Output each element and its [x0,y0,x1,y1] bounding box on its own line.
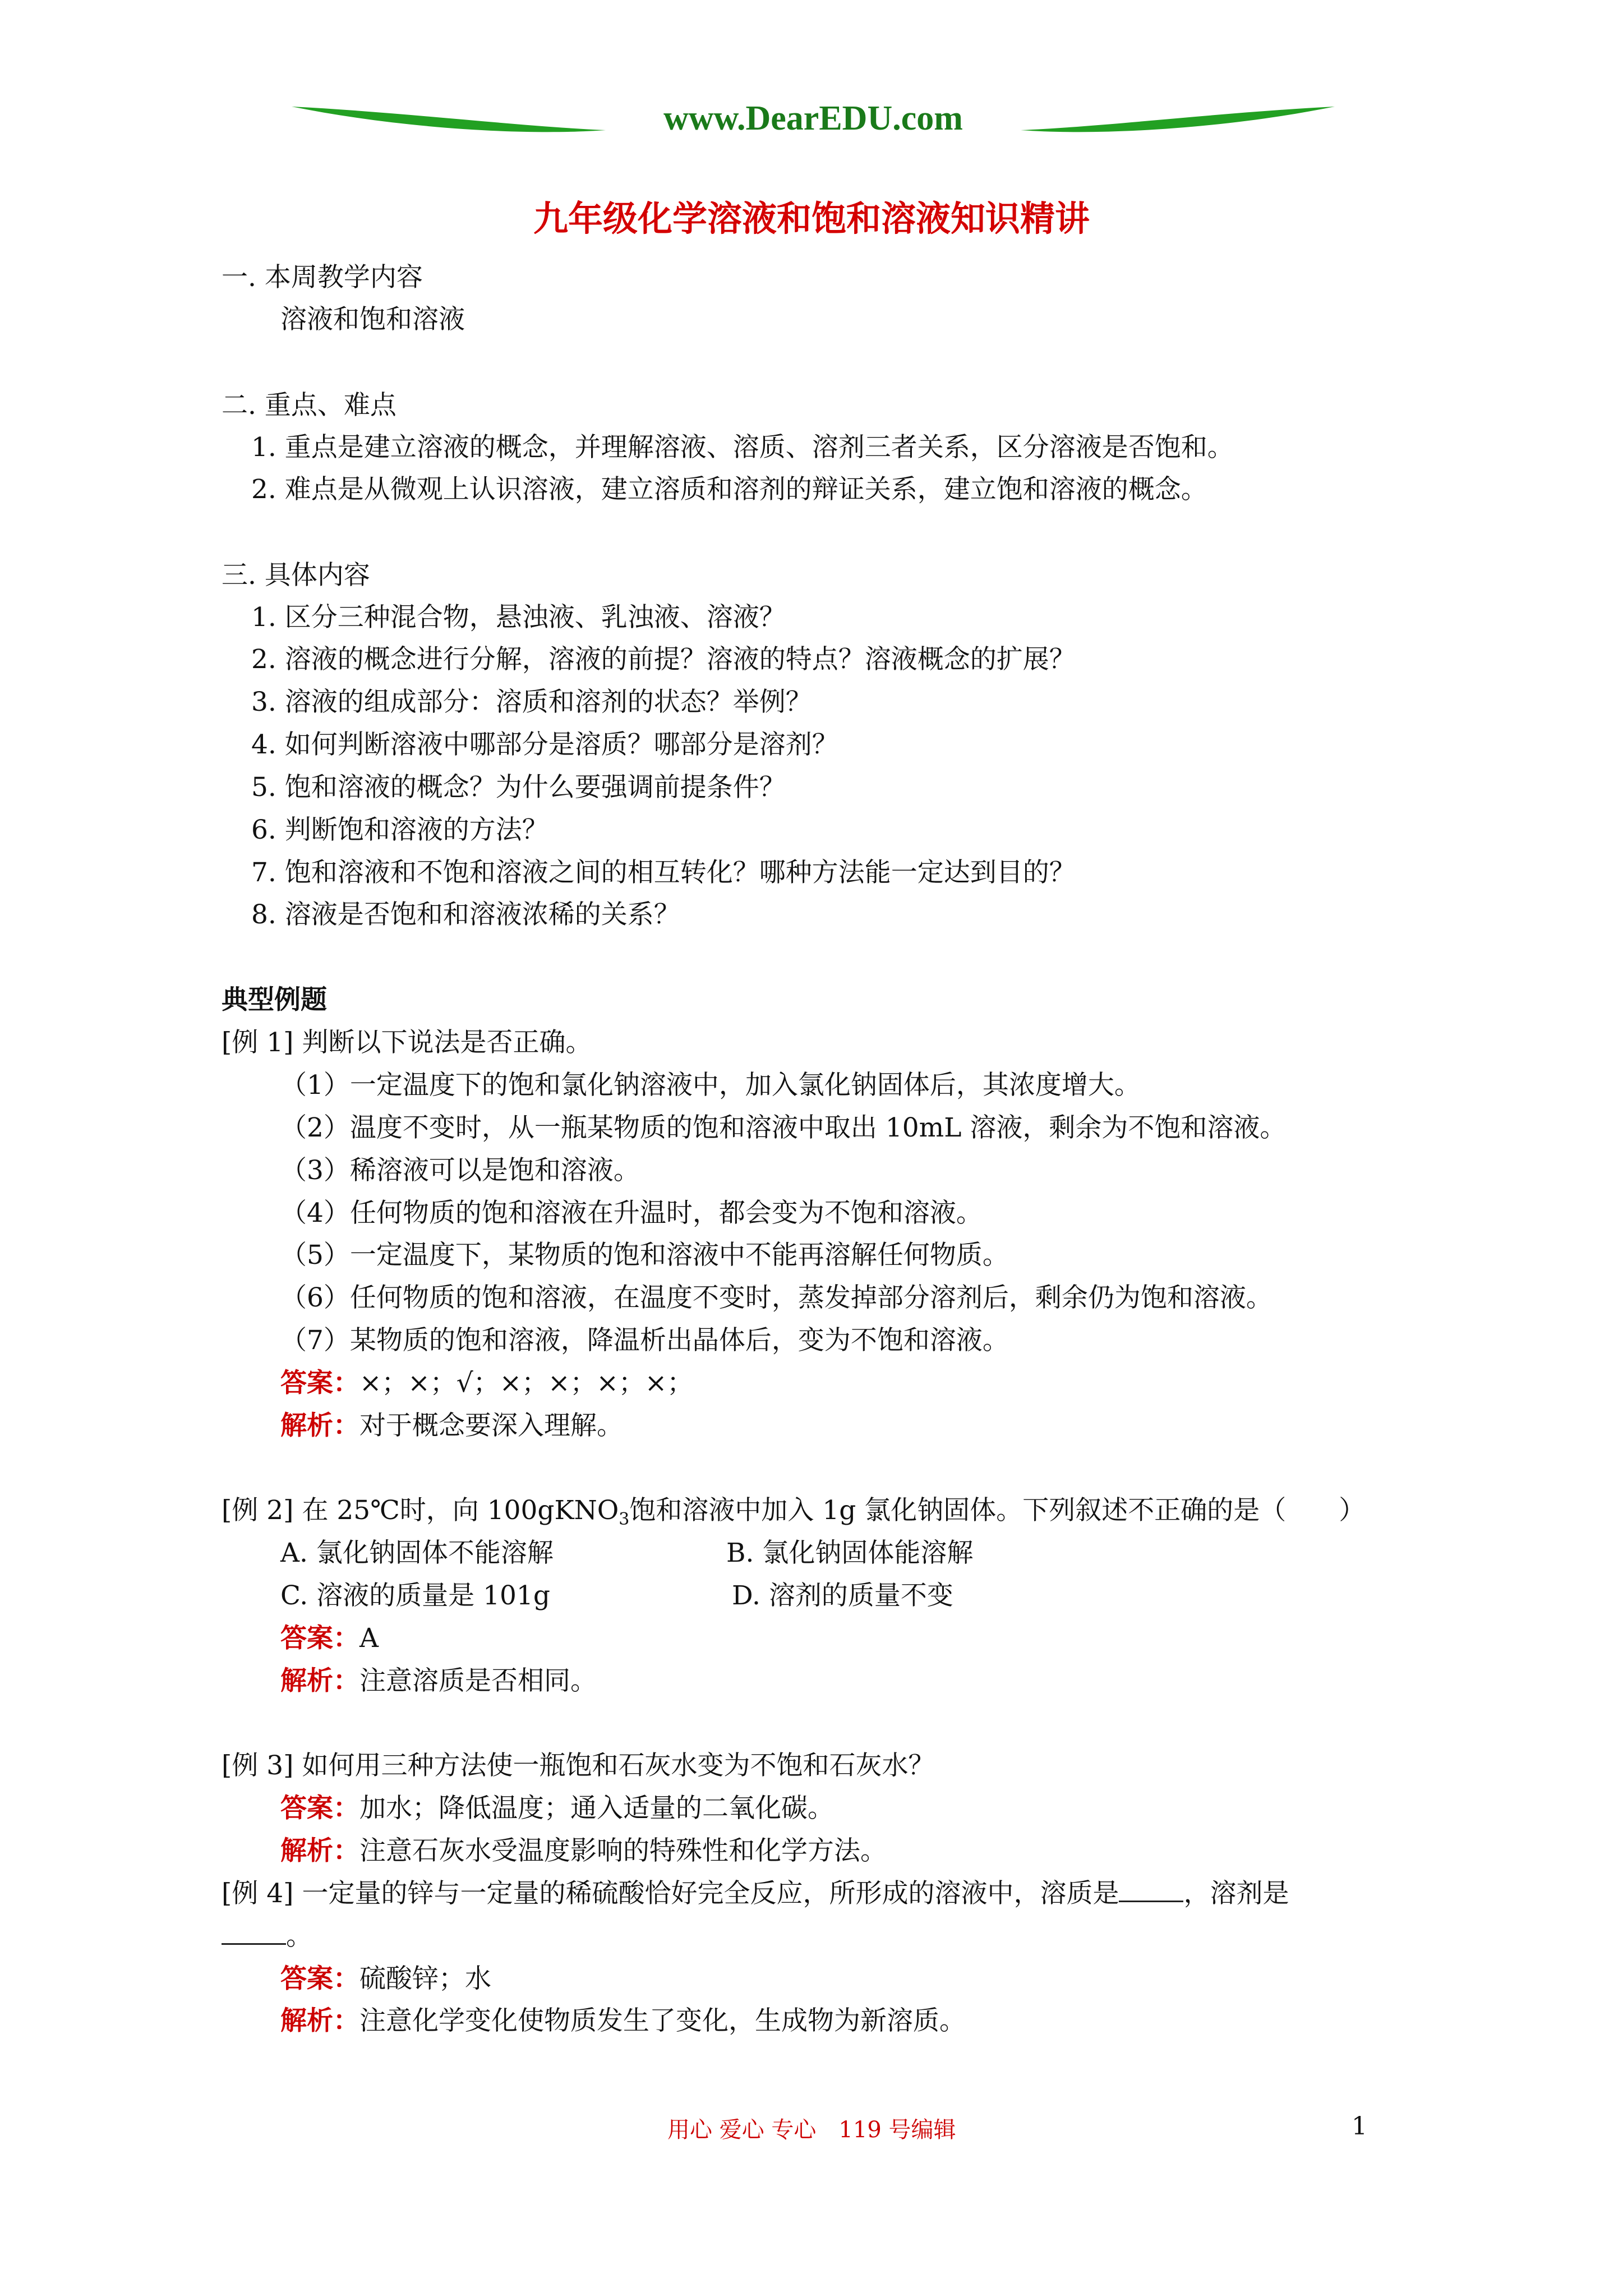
example3-analysis: 注意石灰水受温度影响的特殊性和化学方法。 [359,1835,887,1866]
example2-analysis-row [280,1664,597,1698]
left-swoosh [292,107,606,132]
section3-item: 8. 溶液是否饱和和溶液浓稀的关系？ [251,899,680,930]
example4-question-part: ，溶剂是 [1183,1878,1289,1909]
example1-statement: （4）任何物质的饱和溶液在升温时，都会变为不饱和溶液。 [280,1198,983,1228]
example2-answer: A [359,1623,379,1654]
example1-statement: （6）任何物质的饱和溶液，在温度不变时，蒸发掉部分溶剂后，剩余仍为饱和溶液。 [280,1282,1272,1313]
answer-blank [1119,1878,1183,1902]
example4-analysis: 注意化学变化使物质发生了变化，生成物为新溶质。 [359,2005,966,2036]
example1-statement: （2）温度不变时，从一瓶某物质的饱和溶液中取出 10mL 溶液，剩余为不饱和溶液。 [280,1112,1287,1143]
example1-answer: ×；×；√；×；×；×；×； [359,1368,694,1398]
page-number: 1 [1352,2112,1367,2141]
example2-option-b: B. 氯化钠固体能溶解 [726,1538,974,1568]
analysis-label: 解析： [280,1665,359,1696]
section3-item: 1. 区分三种混合物，悬浊液、乳浊液、溶液？ [251,602,786,633]
example2-answer-row [280,1622,379,1655]
right-swoosh [1021,107,1335,132]
example1-statement: （7）某物质的饱和溶液，降温析出晶体后，变为不饱和溶液。 [280,1325,1009,1356]
example3-question: [例 3] 如何用三种方法使一瓶饱和石灰水变为不饱和石灰水？ [222,1750,935,1781]
example2-option-c: C. 溶液的质量是 101g [280,1580,550,1611]
analysis-label: 解析： [280,1835,359,1866]
example2-analysis: 注意溶质是否相同。 [359,1665,597,1696]
answer-blank [222,1921,286,1945]
site-logo: www.DearEDU.com [663,99,963,137]
example1-analysis-row [280,1409,623,1443]
answer-label: 答案： [280,1623,359,1654]
example4-answer: 硫酸锌；水 [359,1963,491,1994]
example3-answer-row [280,1792,834,1825]
example1-statement: （5）一定温度下，某物质的饱和溶液中不能再溶解任何物质。 [280,1240,1009,1271]
example2-question-part: 饱和溶液中加入 1g 氯化钠固体。下列叙述不正确的是（ ） [629,1495,1366,1526]
section2-item: 1. 重点是建立溶液的概念，并理解溶液、溶质、溶剂三者关系，区分溶液是否饱和。 [251,432,1234,463]
examples-heading: 典型例题 [222,984,327,1015]
example1-analysis: 对于概念要深入理解。 [359,1410,623,1441]
example4-question-cont [222,1920,312,1953]
example2-question [222,1494,1365,1536]
example2-option-d: D. 溶剂的质量不变 [732,1580,953,1611]
answer-label: 答案： [280,1963,359,1994]
section3-heading: 三. 具体内容 [222,560,370,591]
analysis-label: 解析： [280,2005,359,2036]
example4-question [222,1877,1289,1911]
example2-option-a: A. 氯化钠固体不能溶解 [280,1538,554,1568]
subscript: 3 [619,1510,630,1529]
example3-answer: 加水；降低温度；通入适量的二氧化碳。 [359,1793,834,1824]
example3-analysis-row [280,1834,887,1868]
section3-item: 5. 饱和溶液的概念？为什么要强调前提条件？ [251,772,786,803]
section3-item: 4. 如何判断溶液中哪部分是溶质？哪部分是溶剂？ [251,729,838,760]
answer-label: 答案： [280,1368,359,1398]
section2-heading: 二. 重点、难点 [222,390,396,421]
page-title: 九年级化学溶液和饱和溶液知识精讲 [533,198,1090,239]
example2-question-part: [例 2] 在 25℃时，向 100gKNO [222,1495,619,1526]
example1-statement: （3）稀溶液可以是饱和溶液。 [280,1155,640,1186]
section3-item: 3. 溶液的组成部分：溶质和溶剂的状态？举例？ [251,687,812,717]
section1-content: 溶液和饱和溶液 [280,304,465,335]
answer-label: 答案： [280,1793,359,1824]
section2-item: 2. 难点是从微观上认识溶液，建立溶质和溶剂的辩证关系，建立饱和溶液的概念。 [251,474,1207,505]
section3-item: 7. 饱和溶液和不饱和溶液之间的相互转化？哪种方法能一定达到目的？ [251,857,1076,888]
example4-question-part: 。 [286,1921,312,1952]
example1-question: [例 1] 判断以下说法是否正确。 [222,1027,592,1058]
section3-item: 6. 判断饱和溶液的方法？ [251,815,548,845]
example4-answer-row [280,1962,491,1996]
example4-analysis-row [280,2004,966,2038]
section3-item: 2. 溶液的概念进行分解，溶液的前提？溶液的特点？溶液概念的扩展？ [251,644,1076,675]
example4-question-part: [例 4] 一定量的锌与一定量的稀硫酸恰好完全反应，所形成的溶液中，溶质是 [222,1878,1119,1909]
footer-text: 用心 爱心 专心 119 号编辑 [667,2117,956,2143]
analysis-label: 解析： [280,1410,359,1441]
example1-statement: （1）一定温度下的饱和氯化钠溶液中，加入氯化钠固体后，其浓度增大。 [280,1070,1141,1101]
example1-answer-row [280,1366,693,1400]
section1-heading: 一. 本周教学内容 [222,262,423,293]
